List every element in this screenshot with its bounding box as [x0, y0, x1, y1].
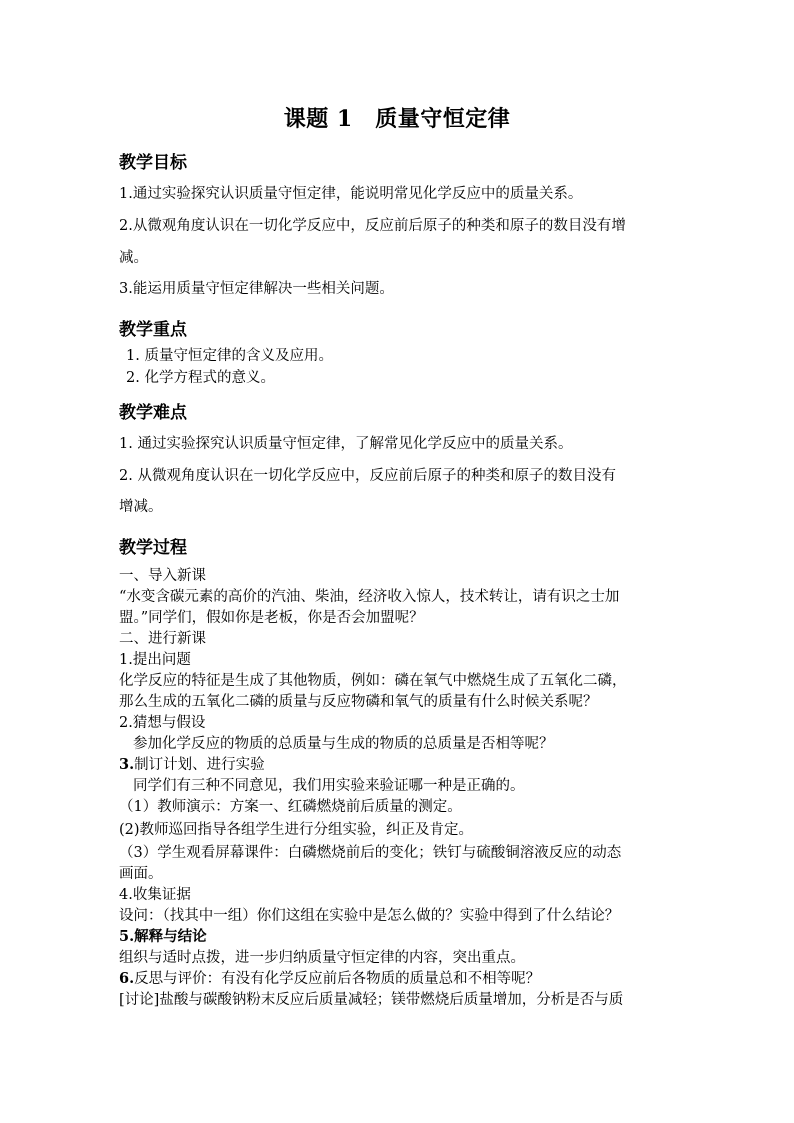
process-line: “水变含碳元素的高价的汽油、柴油，经济收入惊人，技术转让，请有识之士加 [119, 589, 620, 605]
goals-heading: 教学目标 [119, 153, 187, 173]
key-points-heading: 教学重点 [119, 320, 187, 340]
process-line: 参加化学反应的物质的总质量与生成的物质的总质量是否相等呢？ [133, 736, 554, 752]
page-title: 课题 1 质量守恒定律 [283, 106, 511, 132]
process-line: [讨论]盐酸与碳酸钠粉末反应后质量减轻；镁带燃烧后质量增加，分析是否与质 [119, 992, 624, 1008]
step-number: 5. [119, 928, 135, 945]
process-heading: 教学过程 [119, 538, 187, 558]
process-line: 设问：（找其中一组）你们这组在实验中是怎么做的？实验中得到了什么结论？ [119, 908, 620, 924]
goal-item-1: 1.通过实验探究认识质量守恒定律，能说明常见化学反应中的质量关系。 [119, 186, 583, 202]
process-line: (2)教师巡回指导各组学生进行分组实验，纠正及肯定。 [119, 822, 474, 838]
process-line: 二、进行新课 [119, 631, 206, 647]
process-line: 画面。 [119, 866, 163, 882]
step-label: 反思与评价：有没有化学反应前后各物质的质量总和不相等呢？ [134, 971, 541, 987]
goal-item-2-cont: 减。 [119, 250, 148, 266]
difficulties-heading: 教学难点 [119, 403, 187, 423]
process-line: 化学反应的特征是生成了其他物质，例如：磷在氧气中燃烧生成了五氧化二磷， [119, 673, 627, 689]
step-label: 解释与结论 [134, 928, 207, 945]
process-line: 盟。”同学们，假如你是老板，你是否会加盟呢？ [119, 610, 424, 626]
key-point-1: 1. 质量守恒定律的含义及应用。 [126, 348, 333, 364]
process-line: （1）教师演示：方案一、红磷燃烧前后质量的测定。 [119, 799, 462, 815]
process-line: （3）学生观看屏幕课件：白磷燃烧前后的变化；铁钉与硫酸铜溶液反应的动态 [119, 845, 622, 861]
goal-item-3: 3.能运用质量守恒定律解决一些相关问题。 [119, 281, 394, 297]
difficulty-1: 1. 通过实验探究认识质量守恒定律，了解常见化学反应中的质量关系。 [119, 436, 573, 452]
difficulty-2: 2. 从微观角度认识在一切化学反应中，反应前后原子的种类和原子的数目没有 [119, 468, 616, 484]
process-line: 组织与适时点拨，进一步归纳质量守恒定律的内容，突出重点。 [119, 950, 525, 966]
goal-item-2: 2.从微观角度认识在一切化学反应中，反应前后原子的种类和原子的数目没有增 [119, 218, 626, 234]
key-point-2: 2. 化学方程式的意义。 [126, 370, 275, 386]
step-number: 6. [119, 970, 135, 987]
process-line: 1.提出问题 [119, 652, 191, 668]
process-line [119, 755, 679, 775]
step-label: 制订计划、进行实验 [134, 757, 265, 773]
step-number: 3. [119, 756, 135, 773]
difficulty-2-cont: 增减。 [119, 499, 163, 515]
process-line: 同学们有三种不同意见，我们用实验来验证哪一种是正确的。 [133, 778, 525, 794]
process-line [119, 927, 679, 947]
process-line: 4.收集证据 [119, 887, 191, 903]
process-line: 那么生成的五氧化二磷的质量与反应物磷和氧气的质量有什么时候关系呢？ [119, 694, 598, 710]
process-line: 2.猜想与假设 [119, 715, 206, 731]
process-line [119, 969, 679, 989]
process-line: 一、导入新课 [119, 568, 206, 584]
